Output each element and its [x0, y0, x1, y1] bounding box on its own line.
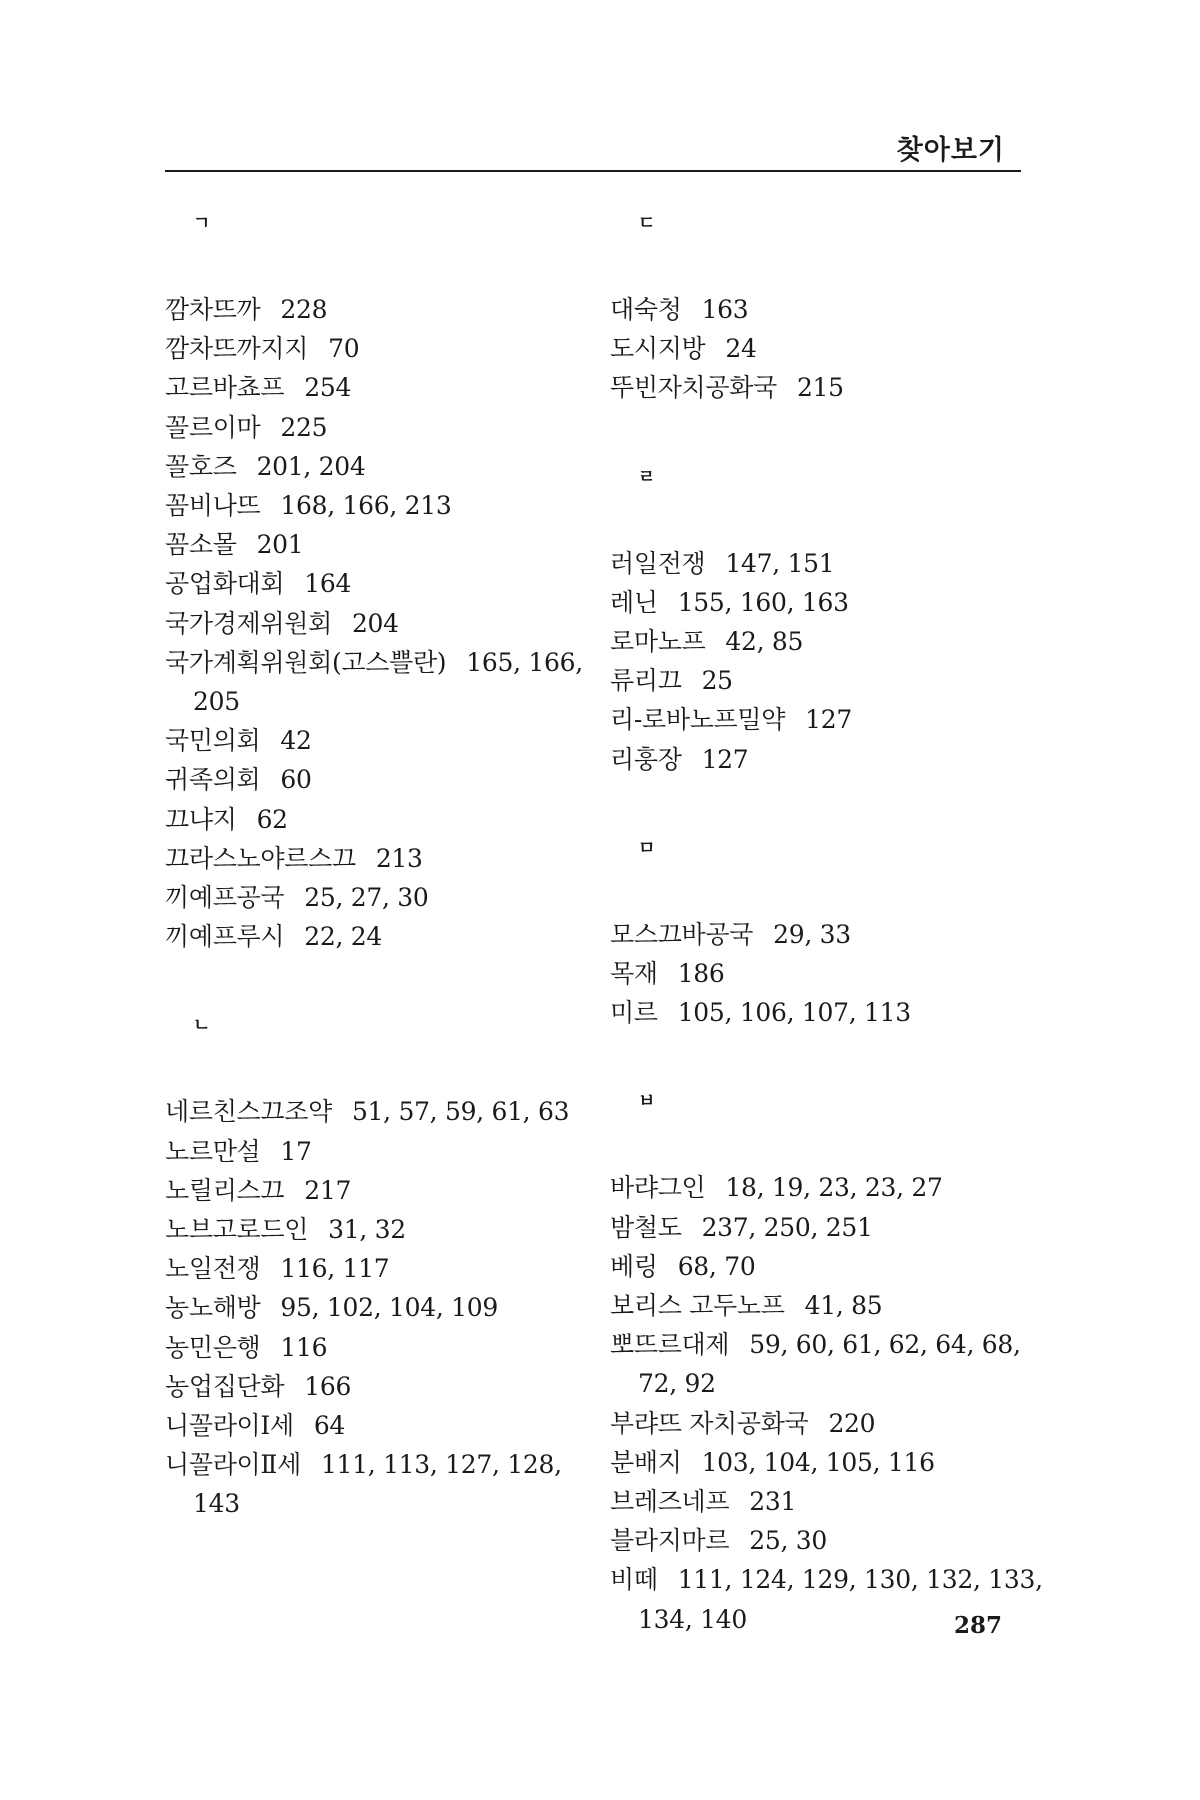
index-term: 블라지마르 — [610, 1526, 730, 1556]
section-heading: ㄴ — [193, 1015, 211, 1037]
index-term: 꼴르이마 — [165, 412, 261, 442]
index-term: 대숙청 — [610, 295, 682, 324]
index-entry — [165, 1249, 595, 1288]
index-pages: 17 — [280, 1136, 312, 1166]
index-term: 리훙장 — [610, 744, 682, 774]
index-entry — [610, 1168, 1050, 1207]
index-term: 뚜빈자치공화국 — [610, 373, 777, 403]
index-entry — [165, 1210, 595, 1249]
index-entry-list — [610, 1168, 1050, 1638]
index-pages: 155, 160, 163 — [677, 587, 849, 617]
index-term: 네르친스끄조약 — [165, 1097, 332, 1127]
index-term: 보리스 고두노프 — [610, 1291, 785, 1321]
index-pages: 103, 104, 105, 116 — [701, 1447, 935, 1477]
index-pages: 225 — [280, 412, 328, 442]
header-divider — [165, 170, 1021, 172]
index-term: 꼼소몰 — [165, 530, 237, 560]
index-entry — [610, 544, 1050, 583]
index-term: 밤철도 — [610, 1212, 682, 1242]
index-entry — [165, 1445, 595, 1523]
index-pages: 64 — [313, 1411, 346, 1441]
index-term: 비떼 — [610, 1565, 658, 1595]
index-pages: 59, 60, 61, 62, 64, 68, 72, 92 — [638, 1330, 1021, 1399]
section-heading: ㄹ — [638, 466, 656, 488]
index-term: 고르바쵸프 — [165, 373, 285, 403]
index-pages: 51, 57, 59, 61, 63 — [351, 1097, 570, 1127]
index-entry — [165, 760, 595, 799]
index-entry — [165, 329, 595, 368]
index-entry — [610, 993, 1050, 1032]
index-entry — [165, 1406, 595, 1445]
index-term: 뽀뜨르대제 — [610, 1330, 730, 1360]
index-entry — [610, 1443, 1050, 1482]
index-term: 류리끄 — [610, 666, 682, 696]
index-pages: 163 — [701, 295, 749, 324]
index-term: 레닌 — [610, 587, 658, 617]
index-term: 꼴호즈 — [165, 451, 237, 481]
index-term: 노르만설 — [165, 1136, 261, 1166]
index-entry-list — [610, 290, 1050, 408]
index-pages: 24 — [725, 334, 757, 364]
index-entry — [165, 1328, 595, 1367]
index-term: 모스끄바공국 — [610, 919, 754, 949]
index-pages: 111, 124, 129, 130, 132, 133, 134, 140 — [638, 1565, 1043, 1634]
index-entry — [165, 1171, 595, 1210]
index-pages: 213 — [375, 843, 423, 873]
index-entry — [610, 1247, 1050, 1286]
index-pages: 164 — [304, 569, 352, 599]
index-term: 깜차뜨까 — [165, 295, 261, 324]
index-pages: 127 — [701, 744, 749, 774]
index-term: 도시지방 — [610, 334, 706, 364]
index-section — [610, 464, 1050, 779]
index-term: 노브고로드인 — [165, 1215, 309, 1245]
index-term: 국민의회 — [165, 726, 261, 756]
index-entry — [610, 329, 1050, 368]
index-entry — [165, 917, 595, 956]
index-entry — [165, 839, 595, 878]
index-entry — [165, 604, 595, 643]
index-pages: 25 — [701, 666, 733, 696]
index-term: 미르 — [610, 998, 658, 1028]
index-term: 국가계획위원회(고스쁠란) — [165, 647, 447, 677]
index-pages: 25, 30 — [749, 1526, 827, 1556]
index-section — [610, 1088, 1050, 1638]
index-pages: 127 — [805, 705, 852, 735]
index-term: 공업화대회 — [165, 569, 285, 599]
index-entry — [165, 1367, 595, 1406]
index-term: 국가경제위원회 — [165, 608, 332, 638]
index-entry — [610, 1286, 1050, 1325]
index-term: 끼예프루시 — [165, 922, 285, 952]
index-entry — [610, 1208, 1050, 1247]
index-entry — [610, 915, 1050, 954]
index-entry — [610, 622, 1050, 661]
index-pages: 22, 24 — [304, 922, 382, 952]
index-term: 분배지 — [610, 1447, 682, 1477]
index-term: 끄라스노야르스끄 — [165, 843, 356, 873]
index-pages: 220 — [828, 1408, 876, 1438]
index-term: 깜차뜨까지지 — [165, 334, 309, 364]
index-entry-list — [165, 1092, 595, 1523]
index-term: 노일전쟁 — [165, 1254, 261, 1284]
section-heading: ㄷ — [638, 213, 656, 234]
index-pages: 168, 166, 213 — [280, 491, 452, 521]
index-pages: 62 — [256, 804, 288, 834]
index-pages: 42, 85 — [725, 627, 804, 657]
index-entry — [610, 954, 1050, 993]
index-entry — [165, 525, 595, 564]
index-entry — [610, 661, 1050, 700]
index-term: 리-로바노프밀약 — [610, 705, 786, 735]
index-entry — [165, 447, 595, 486]
index-title: 찾아보기 — [896, 135, 1005, 166]
index-entry — [610, 290, 1050, 329]
index-pages: 105, 106, 107, 113 — [677, 998, 911, 1028]
index-entry — [165, 408, 595, 447]
index-pages: 29, 33 — [773, 919, 851, 949]
index-entry — [610, 1482, 1050, 1521]
index-section — [165, 210, 595, 956]
index-term: 부랴뜨 자치공화국 — [610, 1408, 809, 1438]
index-entry — [165, 643, 595, 721]
index-pages: 201 — [256, 530, 304, 560]
section-heading: ㄱ — [193, 213, 211, 234]
index-pages: 204 — [351, 608, 399, 638]
index-pages: 116 — [280, 1332, 328, 1362]
index-pages: 215 — [796, 373, 844, 403]
page-number: 287 — [953, 1612, 1002, 1639]
index-pages: 60 — [280, 765, 312, 795]
index-section — [165, 1012, 595, 1523]
index-entry-list — [610, 915, 1050, 1033]
index-entry — [165, 368, 595, 407]
index-entry-list — [610, 544, 1050, 779]
index-section — [610, 210, 1050, 408]
left-column — [165, 210, 595, 1580]
right-column — [610, 210, 1050, 1695]
index-term: 브레즈네프 — [610, 1487, 730, 1517]
index-entry — [610, 368, 1050, 407]
index-term: 로마노프 — [610, 627, 706, 657]
index-term: 농노해방 — [165, 1293, 261, 1323]
index-pages: 25, 27, 30 — [304, 883, 429, 913]
index-pages: 116, 117 — [280, 1254, 390, 1284]
index-entry — [610, 583, 1050, 622]
index-pages: 237, 250, 251 — [701, 1212, 873, 1242]
index-pages: 42 — [280, 726, 312, 756]
index-entry — [610, 1521, 1050, 1560]
index-term: 귀족의회 — [165, 765, 261, 795]
index-pages: 254 — [304, 373, 352, 403]
index-pages: 18, 19, 23, 23, 27 — [725, 1173, 943, 1203]
index-term: 베링 — [610, 1251, 658, 1281]
index-term: 목재 — [610, 959, 658, 989]
index-term: 러일전쟁 — [610, 548, 706, 578]
index-term: 노릴리스끄 — [165, 1175, 285, 1205]
index-entry — [165, 290, 595, 329]
index-pages: 95, 102, 104, 109 — [280, 1293, 498, 1323]
index-entry — [165, 878, 595, 917]
index-pages: 228 — [280, 295, 328, 324]
index-pages: 111, 113, 127, 128, 143 — [193, 1450, 562, 1519]
index-entry — [165, 486, 595, 525]
index-term: 니꼴라이Ⅰ세 — [165, 1411, 294, 1441]
index-entry — [610, 1325, 1050, 1403]
index-term: 농민은행 — [165, 1332, 261, 1362]
index-term: 끄냐지 — [165, 804, 237, 834]
index-pages: 186 — [677, 959, 725, 989]
index-entry — [610, 700, 1050, 739]
index-entry — [610, 740, 1050, 779]
index-pages: 231 — [749, 1487, 797, 1517]
index-term: 끼예프공국 — [165, 883, 285, 913]
index-entry — [165, 800, 595, 839]
index-pages: 217 — [304, 1175, 352, 1205]
index-pages: 166 — [304, 1371, 352, 1401]
index-pages: 41, 85 — [804, 1291, 883, 1321]
index-entry — [165, 1132, 595, 1171]
index-pages: 201, 204 — [256, 451, 366, 481]
index-pages: 70 — [328, 334, 360, 364]
index-entry — [610, 1404, 1050, 1443]
index-entry — [165, 721, 595, 760]
index-term: 바랴그인 — [610, 1173, 706, 1203]
index-section — [610, 835, 1050, 1033]
section-heading: ㅁ — [638, 837, 656, 859]
index-pages: 165, 166, 205 — [193, 647, 583, 717]
index-term: 꼼비나뜨 — [165, 491, 261, 521]
index-entry — [165, 1288, 595, 1327]
index-entry — [165, 564, 595, 603]
index-term: 농업집단화 — [165, 1371, 285, 1401]
index-pages: 31, 32 — [328, 1215, 406, 1245]
index-pages: 147, 151 — [725, 548, 835, 578]
index-entry-list — [165, 290, 595, 956]
section-heading: ㅂ — [638, 1091, 656, 1113]
index-term: 니꼴라이Ⅱ세 — [165, 1450, 301, 1480]
index-entry — [165, 1092, 595, 1131]
index-pages: 68, 70 — [677, 1251, 756, 1281]
